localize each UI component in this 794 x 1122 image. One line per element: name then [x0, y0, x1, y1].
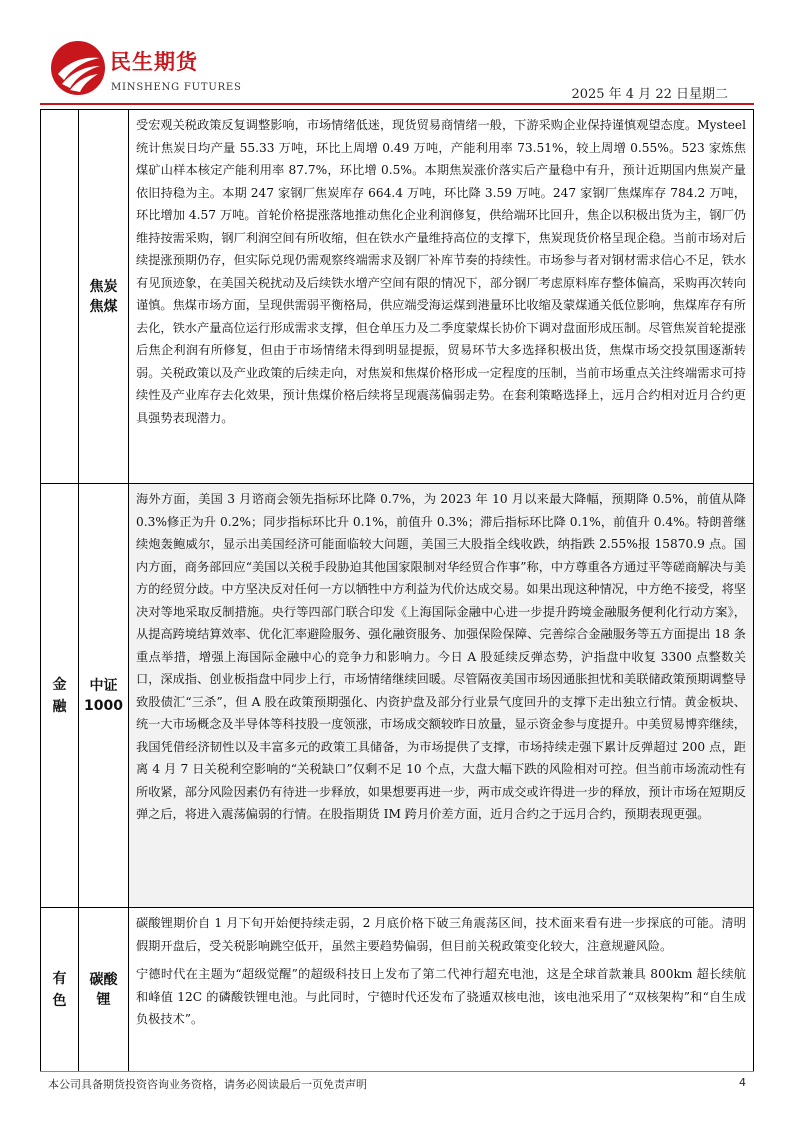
analysis-cell — [129, 484, 754, 908]
footer-disclaimer: 本公司具备期货投资咨询业务资格，请务必阅读最后一页免责声明 — [48, 1078, 367, 1091]
footer-divider — [40, 1071, 754, 1072]
category-cell — [41, 110, 79, 484]
analysis-cell — [129, 110, 754, 484]
commodity-analysis-table — [40, 109, 754, 1072]
analysis-paragraph: 海外方面，美国 3 月谘商会领先指标环比降 0.7%，为 2023 年 10 月以来最大降幅，预期降 0.5%，前值从降 0.3%修正为升 0.2%；同步指标环比升 0.1%，前值升 0.3%；滞后指标环比降 0.1%，前值升 0.4%。特朗普继续炮轰鲍威尔，显示出美国经济可能面临较大问题，美国三大股指全线收跌，纳指跌 2.55%报 15870.9 点。国内方面，商务部回应“美国以关税手段胁迫其他国家限制对华经贸合作事”称，中方尊重各方通过平等磋商解决与美方的经贸分歧。中方坚决反对任何一方以牺牲中方利益为代价达成交易。如果出现这种情况，中方绝不接受，将坚决对等地采取反制措施。央行等四部门联合印发《上海国际金融中心进一步提升跨境金融服务便利化行动方案》，从提高跨境结算效率、优化汇率避险服务、强化融资服务、加强保险保障、完善综合金融服务等五方面提出 18 条重点举措，增强上海国际金融中心的竞争力和影响力。今日 A 股延续反弹态势，沪指盘中收复 3300 点整数关口，深成指、创业板指盘中同步上行，市场情绪继续回暖。尽管隔夜美国市场因通胀担忧和美联储政策预期调整导致股债汇“三杀”，但 A 股在政策预期强化、内资护盘及部分行业景气度回升的支撑下走出独立行情。黄金板块、统一大市场概念及半导体等科技股一度领涨，市场成交额较昨日放量，显示资金参与度提升。中美贸易博弈继续，我国凭借经济韧性以及丰富多元的政策工具储备，为市场提供了支撑，市场持续走强下累计反弹超过 200 点，距离 4 月 7 日关税利空影响的“关税缺口”仅剩不足 10 个点，大盘大幅下跌的风险相对可控。但当前市场流动性有所收紧，部分风险因素仍有待进一步释放，如果想要再进一步，两市成交或许得进一步的释放，预计市场在短期反弹之后，将进入震荡偏弱的行情。在股指期货 IM 跨月价差方面，近月合约之于远月合约，预期表现更强。 — [136, 492, 746, 821]
commodity-name: 碳酸 锂 — [89, 971, 118, 1008]
table-row-coke — [41, 110, 754, 484]
commodity-name: 中证 1000 — [84, 677, 123, 714]
header-divider — [40, 103, 754, 105]
table-row-lithium — [41, 908, 754, 1072]
commodity-cell — [79, 908, 129, 1072]
commodity-name: 焦炭 焦煤 — [89, 278, 118, 315]
category-name: 金 融 — [52, 676, 67, 715]
analysis-paragraph: 受宏观关税政策反复调整影响，市场情绪低迷，现货贸易商情绪一般，下游采购企业保持谨慎观望态度。Mysteel 统计焦炭日均产量 55.33 万吨，环比上周增 0.49 万吨，产能利用率 73.51%，较上周增 0.55%。523 家炼焦煤矿山样本核定产能利用率 87.7%，环比增 0.5%。本期焦炭涨价落实后产量稳中有升，预计近期国内焦炭产量依旧持稳为主。本期 247 家钢厂焦炭库存 664.4 万吨，环比降 3.59 万吨。247 家钢厂焦煤库存 784.2 万吨，环比增加 4.57 万吨。首轮价格提涨落地推动焦化企业利润修复，供给端环比回升，焦企以积极出货为主，钢厂仍维持按需采购，钢厂利润空间有所收缩，但在铁水产量维持高位的支撑下，焦炭现货价格呈现企稳。当前市场对后续提涨预期仍存，但实际兑现仍需观察终端需求及钢厂补库节奏的持续性。市场参与者对钢材需求信心不足，铁水有见顶迹象，在美国关税扰动及后续铁水增产空间有限的情况下，部分钢厂考虑原料库存整体偏高，采购再次转向谨慎。焦煤市场方面，呈现供需弱平衡格局，供应端受海运煤到港量环比收缩及蒙煤通关低位影响，焦煤库存有所去化，铁水产量高位运行形成需求支撑，但仓单压力及二季度蒙煤长协价下调对盘面形成压制。尽管焦炭首轮提涨后焦企利润有所修复，但由于市场情绪未得到明显提振，贸易环节大多选择积极出货，焦煤市场交投氛围逐渐转弱。关税政策以及产业政策的后续走向，对焦炭和焦煤价格形成一定程度的压制，当前市场重点关注终端需求可持续性及产业库存去化效果，预计焦煤价格后续将呈现震荡偏弱走势。在套利策略选择上，远月合约相对近月合约更具强势表现潜力。 — [136, 118, 746, 425]
report-date: 2025 年 4 月 22 日星期二 — [571, 87, 728, 102]
brand-name-cn: 民生期货 — [110, 50, 198, 74]
analysis-cell — [129, 908, 754, 1072]
category-cell — [41, 484, 79, 908]
category-cell — [41, 908, 79, 1072]
commodity-cell — [79, 110, 129, 484]
brand-name-en: MINSHENG FUTURES — [111, 82, 242, 93]
page-number: 4 — [739, 1076, 746, 1089]
category-name: 有 色 — [52, 970, 67, 1009]
minsheng-logo-icon — [50, 40, 106, 96]
commodity-cell — [79, 484, 129, 908]
analysis-paragraph: 宁德时代在主题为“超级觉醒”的超级科技日上发布了第二代神行超充电池，这是全球首款兼具 800km 超长续航和峰值 12C 的磷酸铁锂电池。与此同时，宁德时代还发布了骁遁双核电池，该电池采用了“双核架构”和“自生成负极技术”。 — [136, 967, 746, 1026]
table-row-csi1000 — [41, 484, 754, 908]
analysis-paragraph: 碳酸锂期价自 1 月下旬开始便持续走弱，2 月底价格下破三角震荡区间，技术面来看有进一步探底的可能。清明假期开盘后，受关税影响跳空低开，虽然主要趋势偏弱，但目前关税政策变化较大，注意规避风险。 — [136, 916, 746, 953]
